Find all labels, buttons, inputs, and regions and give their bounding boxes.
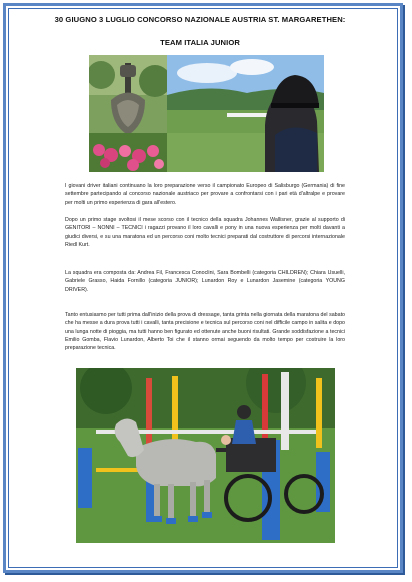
rider-field-photo [167,55,324,172]
document-title: 30 GIUGNO 3 LUGLIO CONCORSO NAZIONALE AUSTRIA ST. MARGARETHEN: [54,15,346,24]
horse-carriage-photo [76,368,335,543]
paragraph-3: La squadra era composta da: Andrea Fil, Francesca Conoclini, Sara Bombelli (categoria CHILDREN); Chiara Usuelli, Gabriele Grasso, Haida Fornillo (categoria JUNIOR); Lunardon Roy e Lunardon Jasemine (categoria YOUNG DRIVER). [65,270,345,293]
paragraph-2: Dopo un primo stage svoltosi il mese scorso con il tecnico della squadra Johannes Wallisner, grazie al supporto di GENITORI – NONNI – TECNICI i ragazzi provano il loro cavalli e pony in una nuova esperienza per molti davanti a giudici diversi, e su una maratona ed un percorso coni molto tecnici preparati dal costruttore di percorsi internazionale Riedl Kurt. [65,217,345,248]
document-subtitle: TEAM ITALIA JUNIOR [160,38,240,47]
paragraph-1: I giovani driver italiani continuano la loro preparazione verso il campionato Europeo di Salisburgo (Germania) di fine settembre partecipando al concorso nazionale austriaco per provare a confrontarsi con i pari età d'altralpe e provare per molti un primo esperienza di gara all'estero. [65,183,345,206]
paragraph-4: Tanto entusiasmo per tutti prima dall'inizio della prova di dressage, tanta grinta nella giornata della maratona del sabato che ha messe a dura prova tutti i cavalli, tanta precisione e tecnica sul percorso coni nel difficile campo in salita e dopo una lunga notte di pioggia, ma tutti hanno ben figurato ed ottenute anche buoni risultati. Grande soddisfazione a tecnici Emilio Gomba, Flavio Lunardon, Alberto Toi che il stanno ormai seguendo da molto tempo per costruire la loro preparazione tecnica. [65,312,345,352]
statue-photo [89,55,167,172]
